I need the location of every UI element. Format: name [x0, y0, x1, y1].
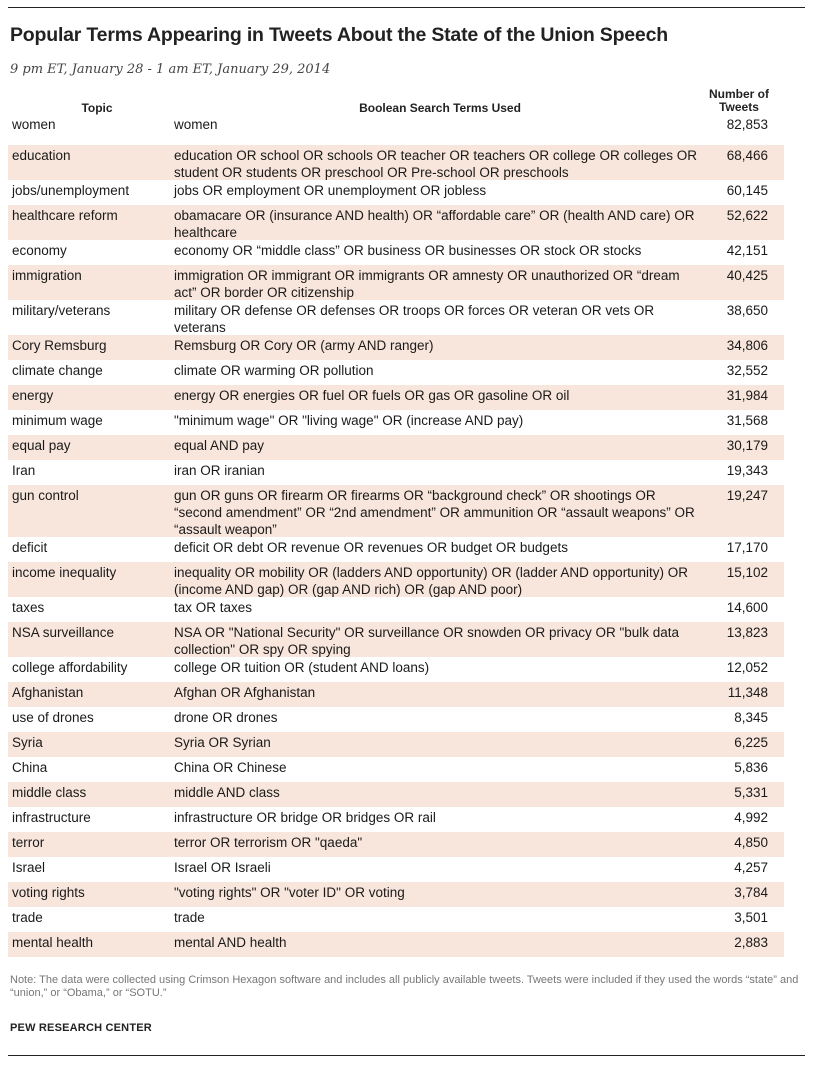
tweet-count-cell: 3,501: [734, 910, 768, 925]
table-row: [8, 807, 784, 832]
search-terms-cell: obamacare OR (insurance AND health) OR “affordable care” OR (health AND care) OR healthcare: [174, 208, 695, 240]
topic-cell: voting rights: [12, 885, 85, 900]
search-terms-cell: climate OR warming OR pollution: [174, 363, 374, 378]
tweet-count-cell: 12,052: [726, 660, 768, 675]
table-row: [8, 732, 784, 757]
topic-cell: NSA surveillance: [12, 625, 115, 640]
tweet-count-cell: 15,102: [726, 565, 768, 580]
table-row: [8, 485, 784, 537]
topic-cell: healthcare reform: [12, 208, 118, 223]
search-terms-cell: jobs OR employment OR unemployment OR jobless: [174, 183, 487, 198]
topic-cell: immigration: [12, 268, 82, 283]
top-rule: [8, 7, 805, 8]
table-row: [8, 832, 784, 857]
search-terms-cell: Afghan OR Afghanistan: [174, 685, 316, 700]
column-header-terms: Boolean Search Terms Used: [359, 101, 521, 115]
tweet-count-cell: 4,992: [734, 810, 768, 825]
table-row: [8, 145, 784, 180]
topic-cell: equal pay: [12, 438, 71, 453]
topic-cell: trade: [12, 910, 43, 925]
search-terms-cell: immigration OR immigrant OR immigrants OR amnesty OR unauthorized OR “dream act” OR border OR citizenship: [174, 268, 680, 300]
topic-cell: Cory Remsburg: [12, 338, 107, 353]
tweet-count-cell: 17,170: [726, 540, 768, 555]
topic-cell: economy: [12, 243, 67, 258]
table-row: [8, 597, 784, 622]
column-header-topic: Topic: [81, 101, 113, 115]
search-terms-cell: college OR tuition OR (student AND loans): [174, 660, 430, 675]
table-row: [8, 857, 784, 882]
tweet-count-cell: 82,853: [726, 117, 768, 132]
search-terms-cell: deficit OR debt OR revenue OR revenues OR budget OR budgets: [174, 540, 568, 555]
topic-cell: use of drones: [12, 710, 94, 725]
chart-title: Popular Terms Appearing in Tweets About the State of the Union Speech: [10, 24, 668, 46]
topic-cell: Iran: [12, 463, 36, 478]
topic-cell: energy: [12, 388, 54, 403]
table-row: [8, 265, 784, 300]
table-row: [8, 205, 784, 240]
table-row: [8, 657, 784, 682]
search-terms-cell: Israel OR Israeli: [174, 860, 271, 875]
topic-cell: jobs/unemployment: [12, 183, 130, 198]
tweet-count-cell: 38,650: [726, 303, 768, 318]
search-terms-cell: inequality OR mobility OR (ladders AND opportunity) OR (ladder AND opportunity) OR (income AND gap) OR (gap AND rich) OR (gap AND poor): [174, 565, 688, 597]
table-row: [8, 115, 784, 145]
search-terms-cell: NSA OR "National Security" OR surveillance OR snowden OR privacy OR "bulk data collection" OR spy OR spying: [174, 625, 680, 657]
tweet-count-cell: 5,331: [734, 785, 768, 800]
tweet-count-cell: 8,345: [734, 710, 768, 725]
topic-cell: minimum wage: [12, 413, 103, 428]
search-terms-cell: terror OR terrorism OR "qaeda": [174, 835, 363, 850]
search-terms-cell: military OR defense OR defenses OR troops OR forces OR veteran OR vets OR veterans: [174, 303, 655, 335]
search-terms-cell: "voting rights" OR "voter ID" OR voting: [174, 885, 405, 900]
table-row: [8, 460, 784, 485]
topic-cell: income inequality: [12, 565, 117, 580]
chart-subtitle: 9 pm ET, January 28 - 1 am ET, January 29, 2014: [10, 62, 331, 77]
topic-cell: climate change: [12, 363, 103, 378]
search-terms-cell: gun OR guns OR firearm OR firearms OR “background check” OR shootings OR “second amendment” OR “2nd amendment” OR ammunition OR “assault weapons” OR “assault weapon”: [174, 488, 695, 537]
tweet-count-cell: 14,600: [726, 600, 768, 615]
search-terms-cell: trade: [174, 910, 205, 925]
topic-cell: military/veterans: [12, 303, 111, 318]
tweet-count-cell: 34,806: [726, 338, 768, 353]
table-row: [8, 782, 784, 807]
topic-cell: terror: [12, 835, 45, 850]
topic-cell: China: [12, 760, 48, 775]
table-row: [8, 757, 784, 782]
tweet-count-cell: 2,883: [734, 935, 768, 950]
tweet-count-cell: 4,257: [734, 860, 768, 875]
topic-cell: mental health: [12, 935, 94, 950]
search-terms-cell: women: [174, 117, 218, 132]
tweet-count-cell: 60,145: [726, 183, 768, 198]
search-terms-cell: energy OR energies OR fuel OR fuels OR gas OR gasoline OR oil: [174, 388, 570, 403]
tweet-count-cell: 31,984: [726, 388, 768, 403]
table-row: [8, 932, 784, 957]
tweet-count-cell: 4,850: [734, 835, 768, 850]
data-table: [8, 115, 784, 957]
search-terms-cell: education OR school OR schools OR teacher OR teachers OR college OR colleges OR student OR students OR preschool OR Pre-school OR preschools: [174, 148, 697, 180]
tweet-count-cell: 11,348: [727, 685, 768, 700]
table-row: [8, 707, 784, 732]
tweet-count-cell: 30,179: [726, 438, 768, 453]
tweet-count-cell: 13,823: [726, 625, 768, 640]
search-terms-cell: China OR Chinese: [174, 760, 287, 775]
table-row: [8, 300, 784, 335]
bottom-rule: [8, 1055, 805, 1056]
tweet-count-cell: 19,343: [726, 463, 768, 478]
topic-cell: college affordability: [12, 660, 128, 675]
topic-cell: deficit: [12, 540, 48, 555]
table-row: [8, 360, 784, 385]
topic-cell: women: [12, 117, 56, 132]
tweet-count-cell: 42,151: [726, 243, 768, 258]
search-terms-cell: Syria OR Syrian: [174, 735, 271, 750]
footnote: Note: The data were collected using Crimson Hexagon software and includes all publicly available tweets. Tweets were included if they used the words “state” and “union,” or “Obama,” or “SOTU.”: [10, 974, 799, 999]
topic-cell: Afghanistan: [12, 685, 84, 700]
tweet-count-cell: 6,225: [734, 735, 768, 750]
tweet-count-cell: 5,836: [734, 760, 768, 775]
table-row: [8, 180, 784, 205]
tweet-count-cell: 32,552: [726, 363, 768, 378]
table-row: [8, 410, 784, 435]
table-row: [8, 562, 784, 597]
table-row: [8, 882, 784, 907]
search-terms-cell: Remsburg OR Cory OR (army AND ranger): [174, 338, 434, 353]
search-terms-cell: iran OR iranian: [174, 463, 265, 478]
topic-cell: gun control: [12, 488, 79, 503]
search-terms-cell: mental AND health: [174, 935, 287, 950]
table-row: [8, 537, 784, 562]
table-row: [8, 385, 784, 410]
tweet-count-cell: 40,425: [726, 268, 768, 283]
topic-cell: Israel: [12, 860, 46, 875]
source-label: PEW RESEARCH CENTER: [10, 1022, 152, 1034]
search-terms-cell: middle AND class: [174, 785, 280, 800]
table-row: [8, 907, 784, 932]
tweet-count-cell: 31,568: [726, 413, 768, 428]
tweet-count-cell: 19,247: [726, 488, 768, 503]
search-terms-cell: tax OR taxes: [174, 600, 253, 615]
tweet-count-cell: 3,784: [734, 885, 768, 900]
column-header-count: Number of Tweets: [709, 87, 769, 114]
search-terms-cell: economy OR “middle class” OR business OR businesses OR stock OR stocks: [174, 243, 642, 258]
search-terms-cell: drone OR drones: [174, 710, 278, 725]
table-row: [8, 622, 784, 657]
table-row: [8, 240, 784, 265]
table-row: [8, 335, 784, 360]
tweet-count-cell: 68,466: [726, 148, 768, 163]
tweet-count-cell: 52,622: [726, 208, 768, 223]
search-terms-cell: infrastructure OR bridge OR bridges OR rail: [174, 810, 436, 825]
search-terms-cell: "minimum wage" OR "living wage" OR (increase AND pay): [174, 413, 524, 428]
topic-cell: middle class: [12, 785, 87, 800]
topic-cell: education: [12, 148, 71, 163]
search-terms-cell: equal AND pay: [174, 438, 265, 453]
topic-cell: infrastructure: [12, 810, 91, 825]
table-row: [8, 435, 784, 460]
topic-cell: Syria: [12, 735, 43, 750]
topic-cell: taxes: [12, 600, 45, 615]
table-row: [8, 682, 784, 707]
